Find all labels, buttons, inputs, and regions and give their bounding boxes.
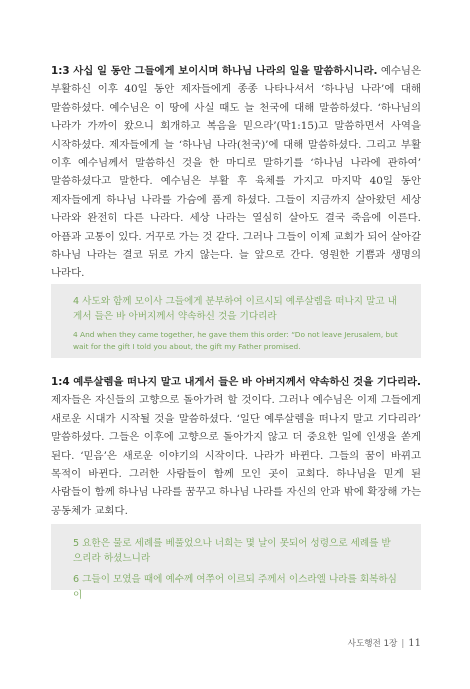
page-footer [348, 637, 421, 649]
running-title: 사도행전 1장 [347, 639, 398, 649]
scripture-callout-verse-4 [51, 284, 421, 358]
commentary-section-verse-1-4 [51, 373, 421, 520]
scripture-korean: 4 사도와 함께 모이사 그들에게 분부하여 이르시되 예루살렘을 떠나지 말고 내게서 들은 바 아버지께서 약속하신 것을 기다리라 [73, 296, 397, 323]
page-number: 11 [408, 638, 421, 649]
scripture-callout-verses-5-6 [51, 524, 421, 601]
scripture-english: 4 And when they came together, he gave them this order: “Do not leave Jerusalem, but wait for the gift I told you about, the gift my Father promised. [73, 330, 398, 352]
footer-divider: | [401, 639, 405, 649]
scripture-verse-5: 5 요한은 물로 세례를 베풀었으나 너희는 몇 날이 못되어 성령으로 세례를 받으리라 하셨느니라 [73, 538, 391, 565]
commentary-text: 예수님은 부활하신 이후 40일 동안 제자들에게 종종 나타나셔서 ‘하나님 나라’에 대해 말씀하셨다. 예수님은 이 땅에 사실 때도 늘 천국에 대해 말씀하셨다. ‘하나님의 나라가 가까이 왔으니 회개하고 복음을 믿으라’(막1:15)고 말씀하면서 사역을 시작하셨다. 제자들에게 늘 ‘하나님 나라(천국)’에 대해 말씀하셨다. 그리고 부활 이후 예수님께서 말씀하신 것을 한 마디로 말하기를 ‘하나님 나라에 관하여’ 말씀하셨다고 말한다. 예수님은 부활 후 육체를 가지고 마지막 40일 동안 제자들에게 하나님 나라를 가슴에 품게 하셨다. 그들이 지금까지 살아왔던 세상 나라와 완전히 다른 나라다. 세상 나라는 열심히 살아도 결국 죽음에 이른다. 아픔과 고통이 있다. 거꾸로 가는 것 같다. 그러나 그들이 이제 교회가 되어 살아갈 하나님 나라는 결코 뒤로 가지 않는다. 늘 앞으로 간다. 영원한 기쁨과 생명의 나라다. [51, 65, 422, 280]
verse-heading: 1:3 사십 일 동안 그들에게 보이시며 하나님 나라의 일을 말씀하시니라. [51, 65, 378, 77]
commentary-section-verse-1-3 [51, 62, 421, 283]
commentary-text: 제자들은 자신들의 고향으로 돌아가려 할 것이다. 그러나 예수님은 이제 그들에게 새로운 시대가 시작될 것을 말씀하셨다. ‘일단 예루살렘을 떠나지 말고 기다리라’ 말씀하셨다. 그들은 이후에 고향으로 돌아가지 않고 더 중요한 일에 인생을 쏟게 된다. ‘믿음’은 새로운 이야기의 시작이다. 나라가 바뀐다. 그들의 꿈이 바뀌고 목적이 바뀐다. 그러한 사람들이 함께 모인 곳이 교회다. 하나님을 믿게 된 사람들이 함께 하나님 나라를 꿈꾸고 하나님 나라를 자신의 안과 밖에 확장해 가는 공동체가 교회다. [51, 394, 421, 517]
verse-heading: 1:4 예루살렘을 떠나지 말고 내게서 들은 바 아버지께서 약속하신 것을 기다리라. [51, 376, 421, 388]
scripture-verse-6: 6 그들이 모였을 때에 예수께 여쭈어 이르되 주께서 이스라엘 나라를 회복하심이 [73, 574, 397, 601]
